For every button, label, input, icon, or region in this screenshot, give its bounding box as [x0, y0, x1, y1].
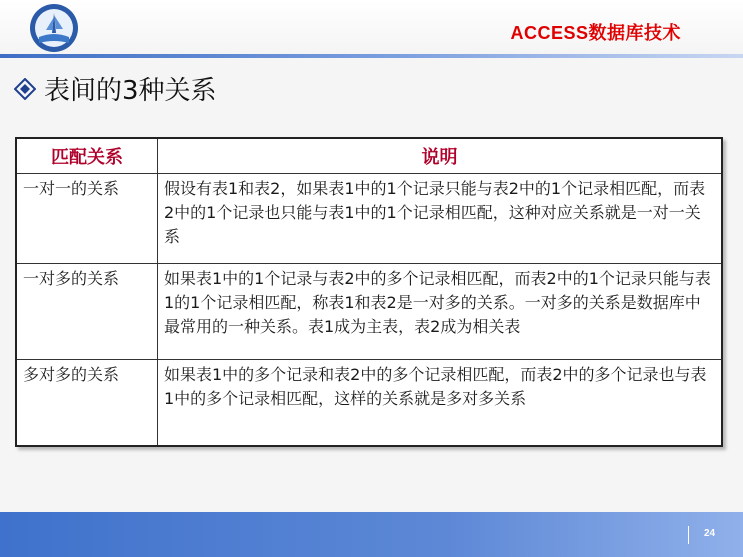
description-cell: 如果表1中的多个记录和表2中的多个记录相匹配，而表2中的多个记录也与表1中的多个记录相匹配，这样的关系就是多对多关系 — [158, 360, 723, 446]
brand-title: ACCESS数据库技术 — [510, 23, 681, 43]
footer-separator — [688, 526, 689, 544]
title-row — [14, 70, 217, 107]
table-row — [16, 174, 722, 264]
description-cell: 如果表1中的1个记录与表2中的多个记录相匹配，而表2中的1个记录只能与表1的1个记录相匹配，称表1和表2是一对多的关系。一对多的关系是数据库中最常用的一种关系。表1成为主表，表2成为相关表 — [158, 264, 723, 360]
header-divider — [0, 54, 743, 58]
page-title: 表间的3种关系 — [44, 76, 217, 106]
column-header-relation: 匹配关系 — [16, 138, 158, 174]
page-number: 24 — [704, 528, 716, 539]
university-emblem-icon — [29, 3, 79, 53]
diamond-bullet-icon — [14, 78, 36, 100]
column-header-description: 说明 — [158, 138, 723, 174]
table-header-row — [16, 138, 722, 174]
relation-cell: 多对多的关系 — [16, 360, 158, 446]
relation-cell: 一对多的关系 — [16, 264, 158, 360]
relation-cell: 一对一的关系 — [16, 174, 158, 264]
footer-bar — [0, 512, 743, 557]
table-row — [16, 360, 722, 446]
description-cell: 假设有表1和表2，如果表1中的1个记录只能与表2中的1个记录相匹配，而表2中的1个记录也只能与表1中的1个记录相匹配，这种对应关系就是一对一关系 — [158, 174, 723, 264]
relationship-table — [15, 137, 723, 447]
table-row — [16, 264, 722, 360]
